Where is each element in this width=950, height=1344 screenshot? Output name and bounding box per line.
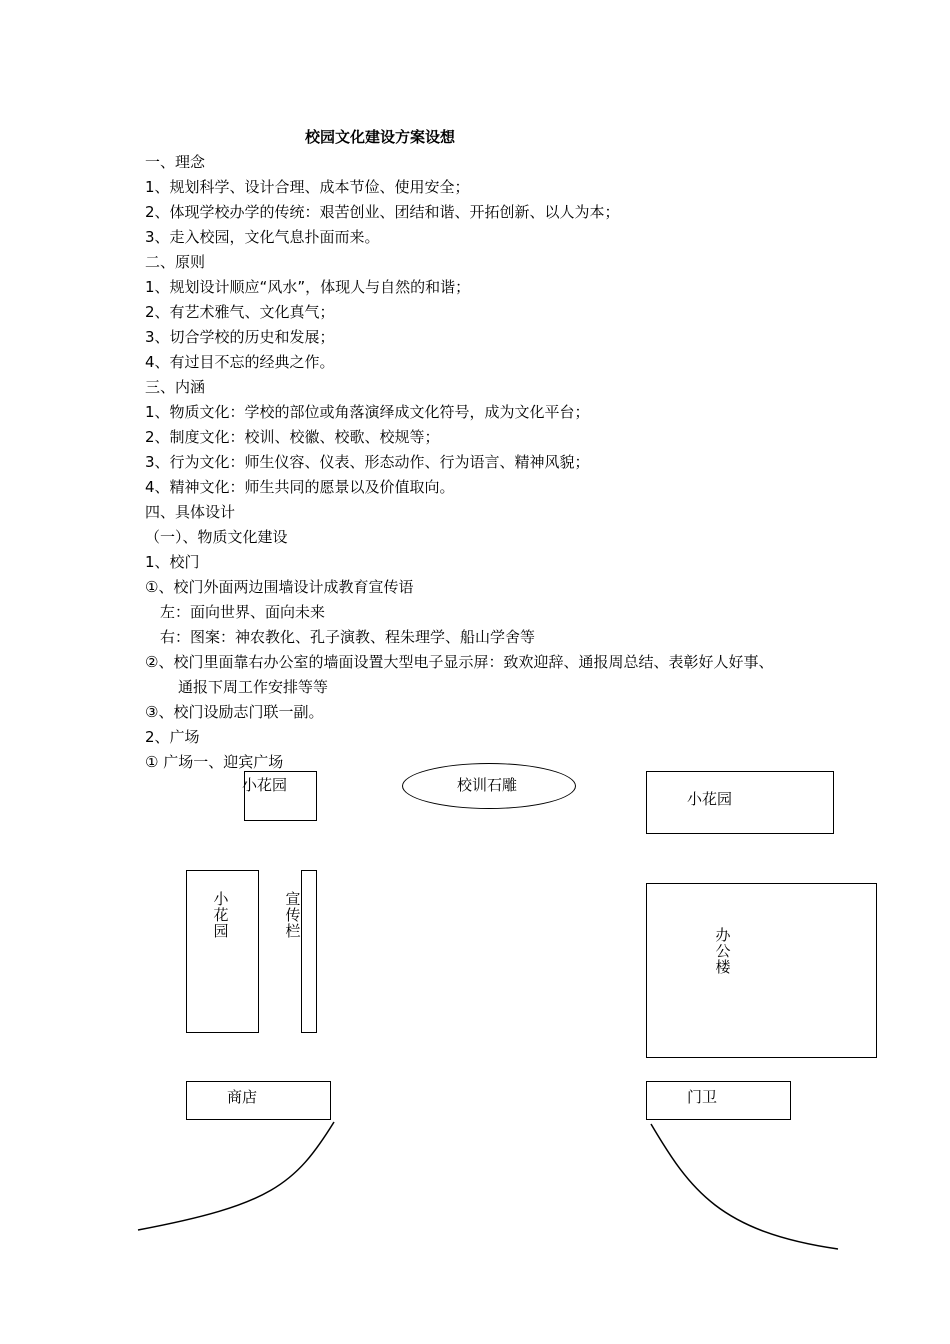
connotation-item-1: 1、物质文化：学校的部位或角落演绎成文化符号，成为文化平台； — [145, 403, 590, 421]
diagram-garden-tall-left — [186, 870, 259, 1033]
road-curve-right — [651, 1124, 838, 1249]
section-heading-connotation: 三、内涵 — [145, 378, 206, 396]
diagram-motto-stone-label: 校训石雕 — [457, 776, 518, 794]
connotation-item-2: 2、制度文化：校训、校徽、校歌、校规等； — [145, 428, 440, 446]
diagram-guard-label: 门卫 — [687, 1088, 718, 1106]
gate-item-1-left: 左：面向世界、面向未来 — [160, 603, 326, 621]
gate-item-2: ②、校门里面靠右办公室的墙面设置大型电子显示屏：致欢迎辞、通报周总结、表彰好人好事、 — [145, 653, 774, 671]
gate-item-2-continued: 通报下周工作安排等等 — [178, 678, 329, 696]
road-curve-left — [138, 1122, 334, 1230]
subsection-heading-material: （一）、物质文化建设 — [145, 528, 288, 546]
principle-item-3: 3、切合学校的历史和发展； — [145, 328, 335, 346]
section-heading-design: 四、具体设计 — [145, 503, 236, 521]
connotation-item-3: 3、行为文化：师生仪容、仪表、形态动作、行为语言、精神风貌； — [145, 453, 590, 471]
diagram-garden-small-left — [244, 771, 317, 821]
square-item-1: ① 广场一、迎宾广场 — [145, 753, 284, 771]
gate-item-3: ③、校门设励志门联一副。 — [145, 703, 324, 721]
principle-item-1: 1、规划设计顺应“风水”，体现人与自然的和谐； — [145, 278, 471, 296]
principle-item-4: 4、有过目不忘的经典之作。 — [145, 353, 335, 371]
diagram-shop-label: 商店 — [227, 1088, 258, 1106]
item-gate: 1、校门 — [145, 553, 200, 571]
concept-item-1: 1、规划科学、设计合理、成本节俭、使用安全； — [145, 178, 470, 196]
diagram-shop — [186, 1081, 331, 1120]
diagram-garden-small-left-label: 小花园 — [242, 776, 288, 794]
diagram-bulletin-board-label: 宣传栏 — [285, 890, 301, 940]
diagram-office-building — [646, 883, 877, 1058]
diagram-garden-right-label: 小花园 — [687, 790, 733, 808]
gate-item-1-right: 右：图案：神农教化、孔子演教、程朱理学、船山学舍等 — [160, 628, 536, 646]
diagram-bulletin-board — [285, 870, 317, 1033]
diagram-guard — [646, 1081, 791, 1120]
diagram-motto-stone — [402, 763, 576, 809]
section-heading-concept: 一、理念 — [145, 153, 206, 171]
diagram-garden-right — [646, 771, 834, 834]
item-square: 2、广场 — [145, 728, 200, 746]
principle-item-2: 2、有艺术雅气、文化真气； — [145, 303, 335, 321]
section-heading-principles: 二、原则 — [145, 253, 206, 271]
concept-item-3: 3、走入校园，文化气息扑面而来。 — [145, 228, 380, 246]
concept-item-2: 2、体现学校办学的传统：艰苦创业、团结和谐、开拓创新、以人为本； — [145, 203, 620, 221]
diagram-office-building-label: 办公楼 — [715, 926, 731, 976]
gate-item-1: ①、校门外面两边围墙设计成教育宣传语 — [145, 578, 414, 596]
connotation-item-4: 4、精神文化：师生共同的愿景以及价值取向。 — [145, 478, 455, 496]
page-title: 校园文化建设方案设想 — [304, 128, 455, 146]
diagram-garden-tall-left-label: 小花园 — [213, 890, 229, 940]
